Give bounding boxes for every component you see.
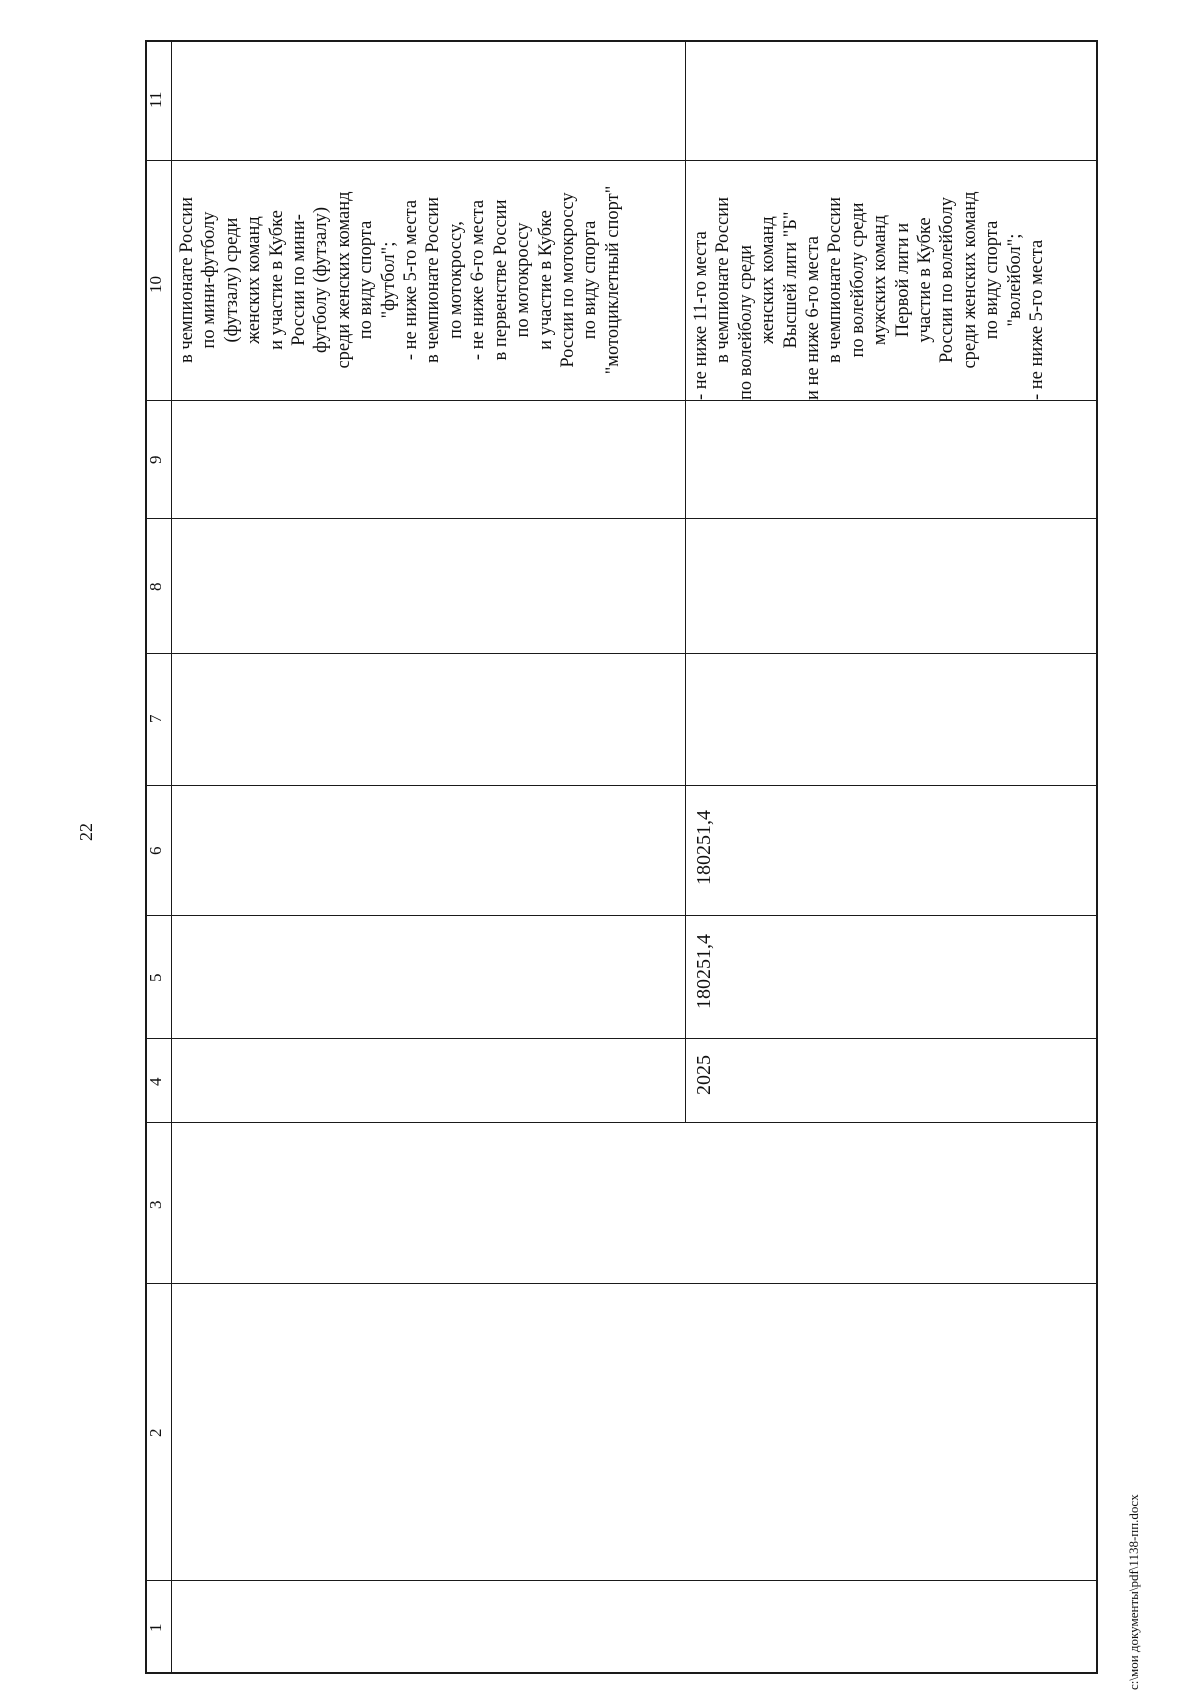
page-number: 22 [76,823,96,841]
year-cell: 2025 [693,1055,715,1095]
footer-file-path: c:\мои документы\pdf\1138-пп.docx [1126,1494,1141,1690]
criteria-cell: - не ниже 11-го места в чемпионате России по волейболу среди женских команд Высшей лиги "Б" и не ниже 6-го места в чемпионате России по волейболу среди мужских команд Первой лиги и участие в Кубке России по волейболу среди женских команд по виду спорта "волейбол"; - не ниже 5-го места [691,191,1048,400]
column-number-2: 2 [146,1428,165,1437]
column-number-3: 3 [146,1200,165,1209]
column-number-5: 5 [146,973,165,982]
column-number-10: 10 [146,276,165,293]
column-number-1: 1 [146,1623,165,1632]
column-number-11: 11 [146,91,165,108]
value-cell-col5: 180251,4 [693,934,715,1009]
column-number-6: 6 [146,846,165,855]
column-number-4: 4 [146,1077,165,1086]
criteria-cell: в чемпионате России по мини-футболу (футзалу) среди женских команд и участие в Кубке России по мини- футболу (футзалу) среди женских команд по виду спорта "футбол"; - не ниже 5-го места в чемпионате России по мотокроссу, - не ниже 6-го места в первенстве России по мотокроссу и участие в Кубке России по мотокроссу по виду спорта "мотоциклетный спорт" [177,185,623,375]
column-number-8: 8 [146,582,165,591]
column-number-9: 9 [146,455,165,464]
column-number-7: 7 [146,714,165,723]
value-cell-col6: 180251,4 [693,810,715,885]
